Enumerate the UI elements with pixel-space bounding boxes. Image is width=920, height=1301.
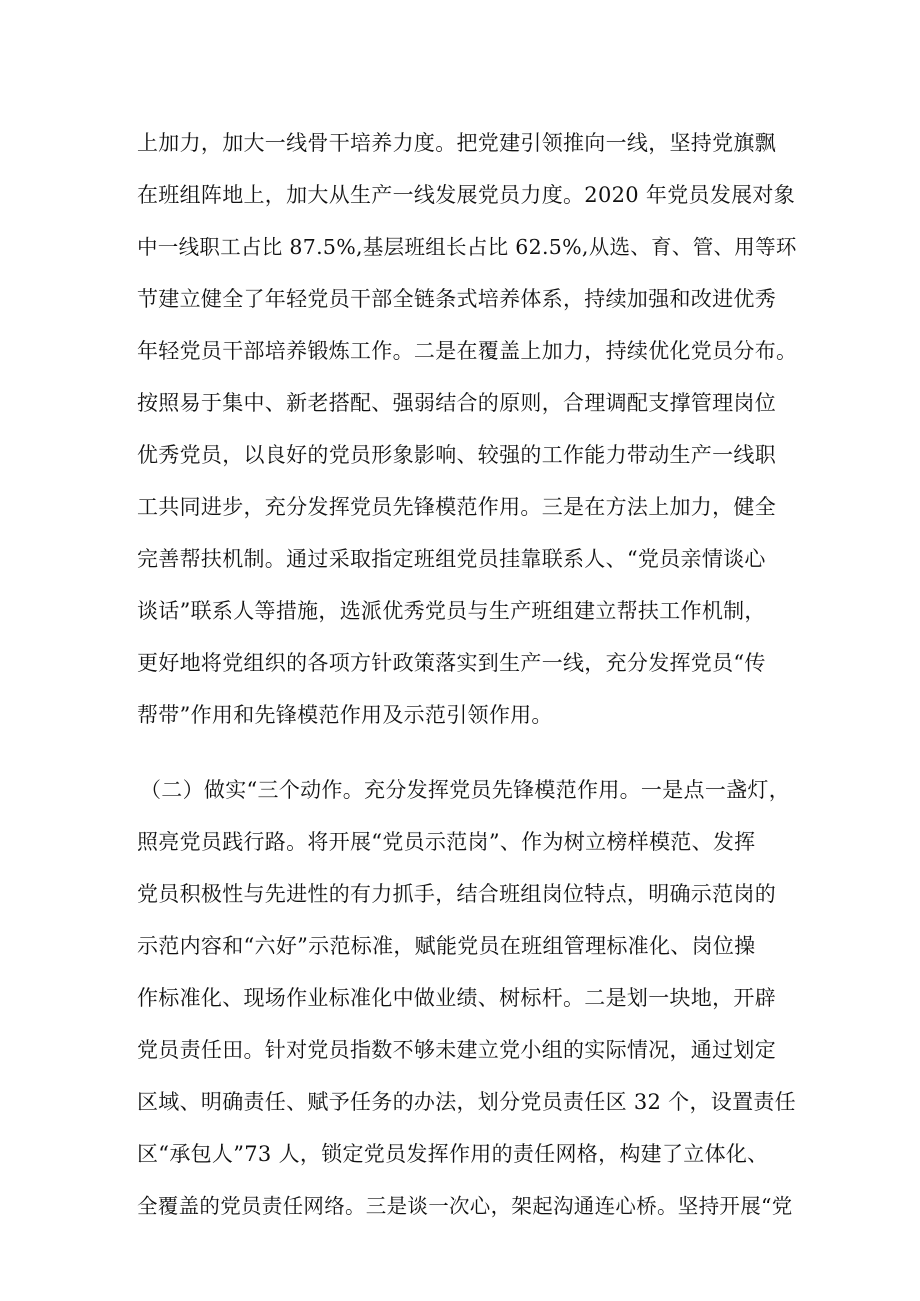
text-line: 党员责任田。针对党员指数不够未建立党小组的实际情况，通过划定 bbox=[137, 1038, 776, 1062]
text-line: 帮带”作用和先锋模范作用及示范引领作用。 bbox=[137, 703, 553, 727]
text-line: 完善帮扶机制。通过采取指定班组党员挂靠联系人、“党员亲情谈心 bbox=[137, 547, 766, 571]
text-line: 工共同进步，充分发挥党员先锋模范作用。三是在方法上加力，健全 bbox=[137, 495, 776, 519]
text-line: 优秀党员，以良好的党员形象影响、较强的工作能力带动生产一线职 bbox=[137, 443, 776, 467]
text-line: 更好地将党组织的各项方针政策落实到生产一线，充分发挥党员“传 bbox=[137, 651, 766, 675]
text-line: 按照易于集中、新老搭配、强弱结合的原则，合理调配支撑管理岗位 bbox=[137, 391, 776, 415]
text-line: 谈话”联系人等措施，选派优秀党员与生产班组建立帮扶工作机制， bbox=[137, 599, 766, 623]
text-line: （二）做实“三个动作。充分发挥党员先锋模范作用。一是点一盏灯， bbox=[140, 778, 791, 802]
text-line: 照亮党员践行路。将开展“党员示范岗”、作为树立榜样模范、发挥 bbox=[137, 830, 756, 854]
text-line: 党员积极性与先进性的有力抓手，结合班组岗位特点，明确示范岗的 bbox=[137, 882, 776, 906]
text-line: 节建立健全了年轻党员干部全链条式培养体系，持续加强和改进优秀 bbox=[137, 287, 776, 311]
text-line: 上加力，加大一线骨干培养力度。把党建引领推向一线，坚持党旗飘 bbox=[137, 131, 776, 155]
text-line: 区“承包人”73 人，锁定党员发挥作用的责任网格，构建了立体化、 bbox=[137, 1142, 769, 1166]
text-line: 在班组阵地上，加大从生产一线发展党员力度。2020 年党员发展对象 bbox=[137, 183, 796, 207]
text-line: 区域、明确责任、赋予任务的办法，划分党员责任区 32 个，设置责任 bbox=[137, 1090, 796, 1114]
text-line: 年轻党员干部培养锻炼工作。二是在覆盖上加力，持续优化党员分布。 bbox=[137, 339, 798, 363]
text-line: 中一线职工占比 87.5%,基层班组长占比 62.5%,从选、育、管、用等环 bbox=[137, 235, 797, 259]
text-line: 全覆盖的党员责任网络。三是谈一次心，架起沟通连心桥。坚持开展“党 bbox=[137, 1194, 793, 1218]
text-line: 示范内容和“六好”示范标准，赋能党员在班组管理标准化、岗位操 bbox=[137, 934, 756, 958]
text-line: 作标准化、现场作业标准化中做业绩、树标杆。二是划一块地，开辟 bbox=[137, 986, 776, 1010]
